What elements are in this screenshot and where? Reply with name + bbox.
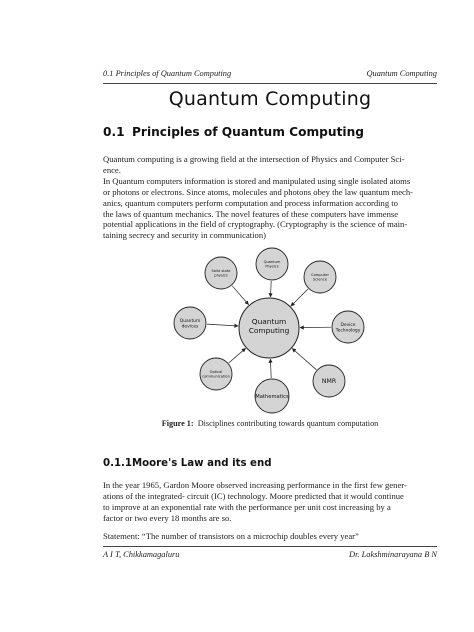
text-line: In Quantum computers information is stored and manipulated using single isolated atoms: [103, 175, 411, 186]
running-header-left: 0.1 Principles of Quantum Computing: [103, 69, 232, 78]
moore-statement: Statement: “The number of transistors on a microchip doubles every year”: [103, 531, 359, 541]
discipline-node-label: Science: [313, 277, 327, 282]
figure-caption: [103, 419, 437, 428]
discipline-node: [174, 307, 206, 339]
discipline-node-label: Physics: [265, 264, 279, 269]
section-title: Principles of Quantum Computing: [132, 125, 364, 139]
page-footer: [103, 550, 437, 562]
center-label-line: Computing: [248, 326, 290, 335]
figure-caption-label: Figure 1:: [161, 419, 194, 428]
center-label-line: Quantum: [251, 317, 287, 326]
text-line: Quantum computing is a growing field at the intersection of Physics and Computer Sci-: [103, 154, 405, 164]
text-line: factor or two every 18 months are so.: [103, 512, 232, 523]
discipline-node-label: devices: [181, 324, 199, 330]
diagram-arrow: [271, 281, 272, 297]
footer-rule: [103, 546, 437, 547]
text-line: or photons or electrons. Since atoms, molecules and photons obey the law quantum mech-: [103, 186, 414, 197]
intro-paragraph: [103, 154, 437, 241]
text-line: taining secrecy and security in communication): [103, 230, 266, 241]
diagram-arrow: [232, 286, 248, 305]
running-header-right: Quantum Computing: [366, 69, 437, 78]
subsection-number: 0.1.1: [103, 458, 133, 469]
discipline-node: [332, 311, 364, 343]
diagram-arrow: [291, 289, 308, 306]
discipline-node: [313, 365, 345, 397]
footer-left: A I T, Chikkamagaluru: [103, 550, 180, 559]
discipline-node-label: Computer: [311, 273, 329, 278]
moore-paragraph: [103, 480, 437, 524]
text-line: In the year 1965, Gardon Moore observed increasing performance in the first few gener-: [103, 480, 407, 490]
discipline-node: [255, 379, 289, 413]
discipline-node-label: communication: [202, 374, 230, 379]
text-line: the laws of quantum mechanics. The novel features of these computers have immense: [103, 208, 399, 219]
section-number: 0.1: [103, 125, 125, 139]
text-line: ations of the integrated- circuit (IC) technology. Moore predicted that it would continue: [103, 490, 404, 501]
diagram-arrow: [207, 324, 238, 326]
text-line: anics, quantum computers perform computation and process information according to: [103, 197, 398, 208]
discipline-node-label: Mathematics: [255, 393, 289, 400]
discipline-node-label: NMR: [321, 378, 337, 386]
disciplines-diagram: [165, 238, 375, 416]
section-heading: [103, 125, 364, 139]
running-header: [103, 69, 437, 82]
text-line: ence.: [103, 164, 121, 175]
diagram-arrow: [229, 348, 246, 363]
discipline-node: [200, 358, 232, 390]
subsection-heading: [103, 458, 272, 469]
text-line: potential applications in the field of cryptography. (Cryptography is the science of main-: [103, 219, 408, 230]
discipline-node-label: Device: [340, 322, 356, 328]
discipline-node-label: Technology: [335, 328, 361, 334]
diagram-arrow: [292, 349, 316, 370]
document-title: Quantum Computing: [168, 88, 372, 110]
header-rule: [103, 83, 437, 84]
figure-caption-text: Disciplines contributing towards quantum computation: [197, 419, 379, 428]
subsection-title: Moore's Law and its end: [132, 458, 272, 469]
text-line: to improve at an exponential rate with the performance per unit cost increasing by a: [103, 501, 391, 512]
discipline-node-label: Quantum: [179, 318, 201, 324]
discipline-node-label: Quantum: [263, 260, 281, 265]
discipline-node: [205, 257, 237, 289]
discipline-node: [256, 248, 288, 280]
discipline-node-label: physics: [214, 273, 228, 278]
footer-right: Dr. Lakshminarayana B N: [349, 550, 437, 559]
diagram-arrow: [270, 359, 271, 378]
discipline-node: [304, 261, 336, 293]
center-node: [239, 298, 299, 358]
discipline-node-label: Solid state: [211, 269, 231, 274]
discipline-node-label: Optical: [209, 370, 223, 375]
